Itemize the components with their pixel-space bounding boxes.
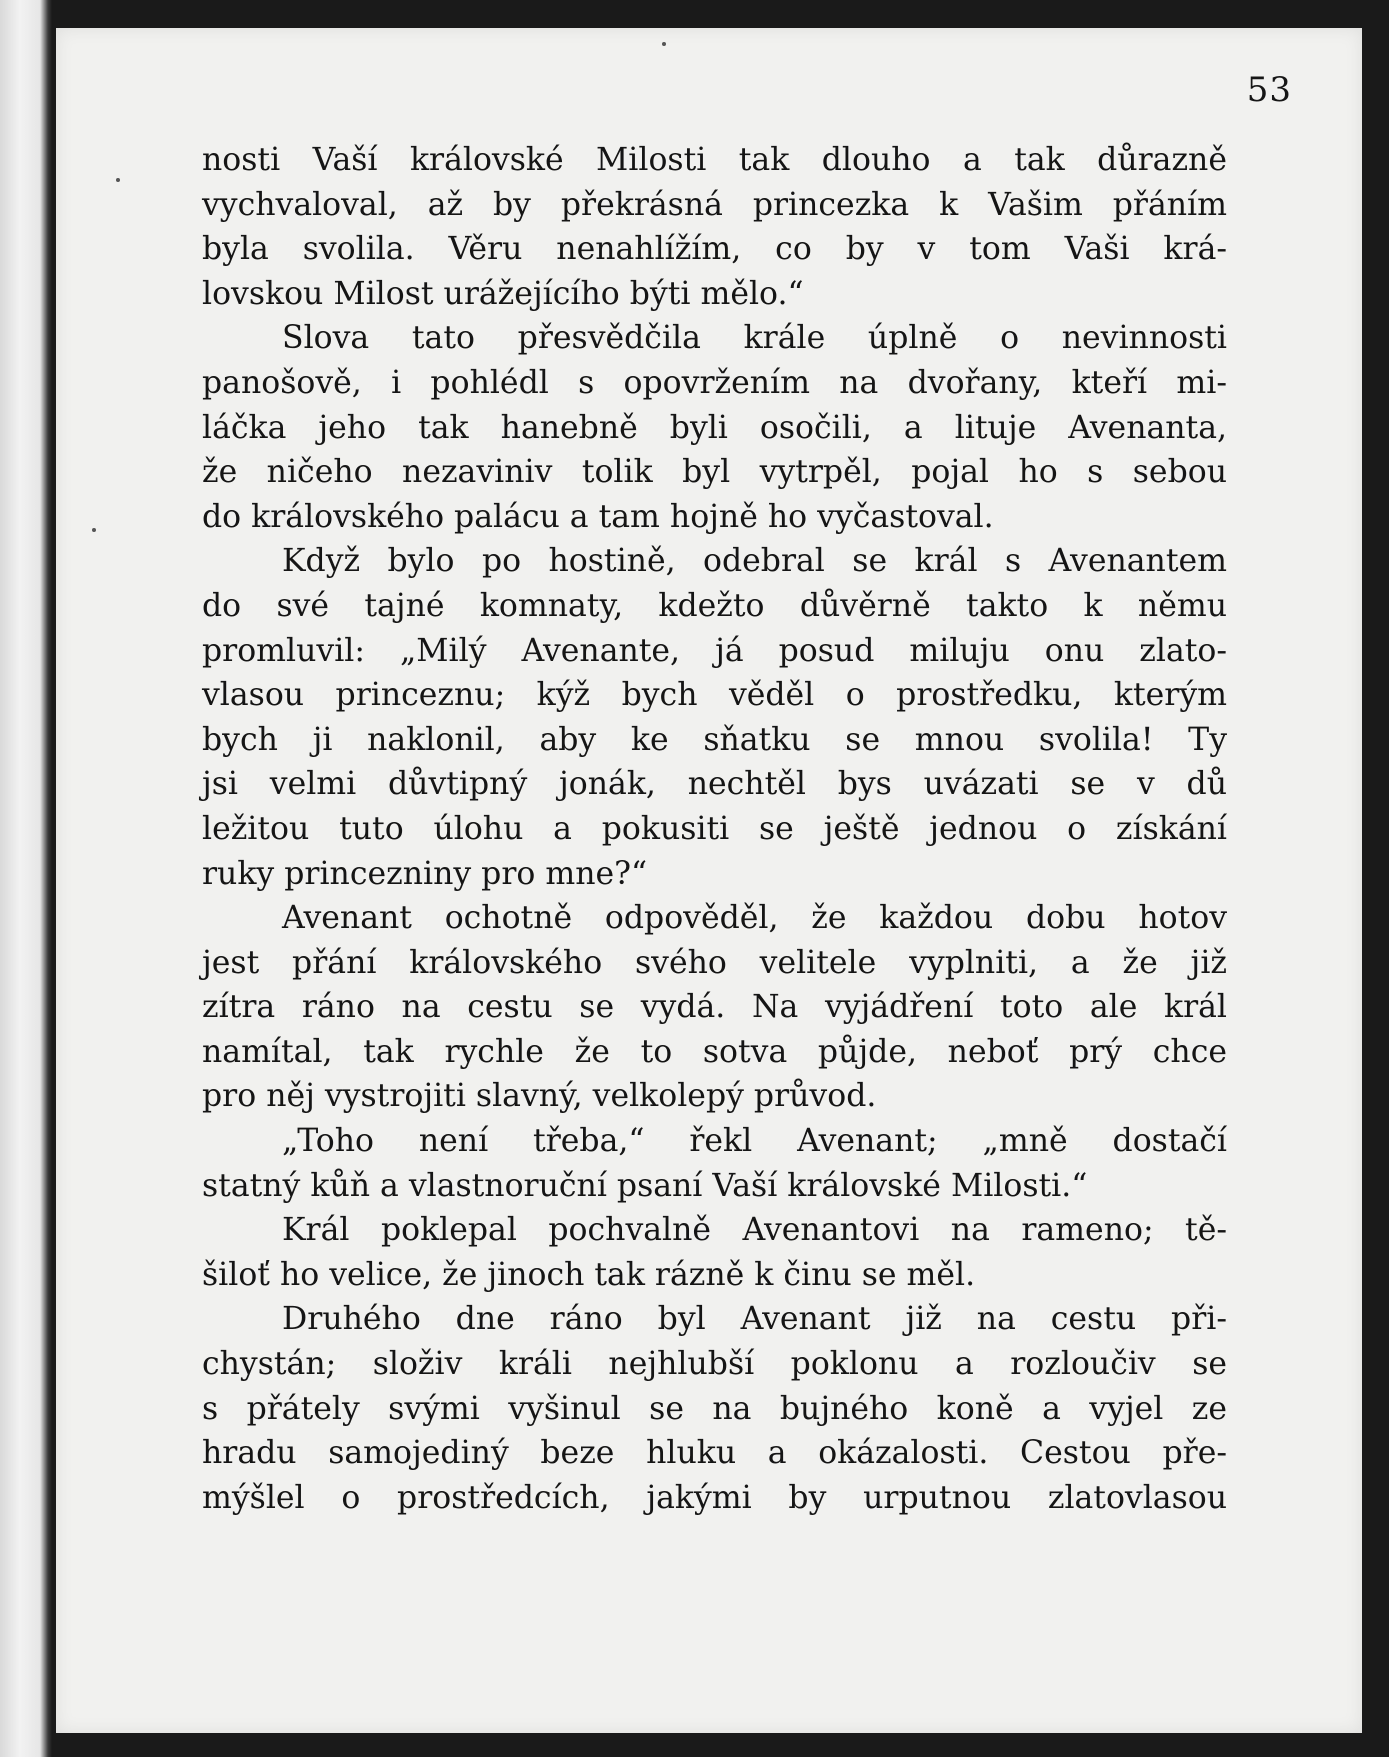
body-text: [202, 138, 1227, 1520]
text-line: statný kůň a vlastnoruční psaní Vaší královské Milosti.“: [202, 1167, 1088, 1204]
text-line: namítal, tak rychle že to sotva půjde, neboť prý chce: [202, 1033, 1227, 1070]
text-line: že ničeho nezaviniv tolik byl vytrpěl, pojal ho s sebou: [202, 454, 1227, 491]
text-line: panošově, i pohlédl s opovržením na dvořany, kteří mi-: [202, 364, 1227, 401]
book-page: [56, 28, 1362, 1733]
text-line: šiloť ho velice, že jinoch tak rázně k činu se měl.: [202, 1256, 976, 1293]
text-line: vlasou princeznu; kýž bych věděl o prostředku, kterým: [202, 677, 1227, 714]
text-line: Král poklepal pochvalně Avenantovi na rameno; tě-: [282, 1212, 1227, 1249]
text-line: Když bylo po hostině, odebral se král s Avenantem: [282, 543, 1227, 580]
text-line: s přátely svými vyšinul se na bujného koně a vyjel ze: [202, 1390, 1227, 1427]
text-line: ruky princezniny pro mne?“: [202, 855, 648, 892]
text-line: zítra ráno na cestu se vydá. Na vyjádření toto ale král: [202, 989, 1227, 1026]
text-line: vychvaloval, až by překrásná princezka k Vašim přáním: [202, 186, 1227, 223]
text-line: bych ji naklonil, aby ke sňatku se mnou svolila! Ty: [202, 721, 1227, 758]
text-line: do své tajné komnaty, kdežto důvěrně takto k němu: [202, 587, 1227, 624]
text-line: „Toho není třeba,“ řekl Avenant; „mně dostačí: [282, 1123, 1227, 1160]
text-line: nosti Vaší královské Milosti tak dlouho a tak důrazně: [202, 142, 1227, 178]
text-line: pro něj vystrojiti slavný, velkolepý průvod.: [202, 1078, 877, 1115]
text-line: Druhého dne ráno byl Avenant již na cestu při-: [282, 1301, 1227, 1338]
text-line: mýšlel o prostředcích, jakými by urputnou zlatovlasou: [202, 1479, 1227, 1516]
text-line: do královského palácu a tam hojně ho vyčastoval.: [202, 498, 994, 535]
facing-page-edge: [0, 0, 52, 1757]
text-line: byla svolila. Věru nenahlížím, co by v tom Vaši krá-: [202, 231, 1227, 268]
page-number: 53: [1246, 70, 1292, 110]
text-line: jsi velmi důvtipný jonák, nechtěl bys uvázati se v dů: [202, 766, 1227, 803]
text-line: Avenant ochotně odpověděl, že každou dobu hotov: [282, 900, 1227, 937]
text-line: Slova tato přesvědčila krále úplně o nevinnosti: [282, 320, 1227, 357]
scan-speck: [92, 528, 96, 532]
text-line: hradu samojediný beze hluku a okázalosti. Cestou pře-: [202, 1435, 1227, 1472]
text-line: láčka jeho tak hanebně byli osočili, a lituje Avenanta,: [202, 409, 1227, 446]
scan-speck: [116, 178, 120, 182]
text-line: chystán; složiv králi nejhlubší poklonu a rozloučiv se: [202, 1346, 1227, 1383]
text-line: promluvil: „Milý Avenante, já posud miluju onu zlato-: [202, 632, 1227, 669]
text-line: jest přání královského svého velitele vyplniti, a že již: [202, 944, 1227, 981]
text-line: lovskou Milost urážejícího býti mělo.“: [202, 275, 804, 312]
scan-speck: [662, 42, 666, 46]
text-line: ležitou tuto úlohu a pokusiti se ještě jednou o získání: [202, 810, 1227, 847]
